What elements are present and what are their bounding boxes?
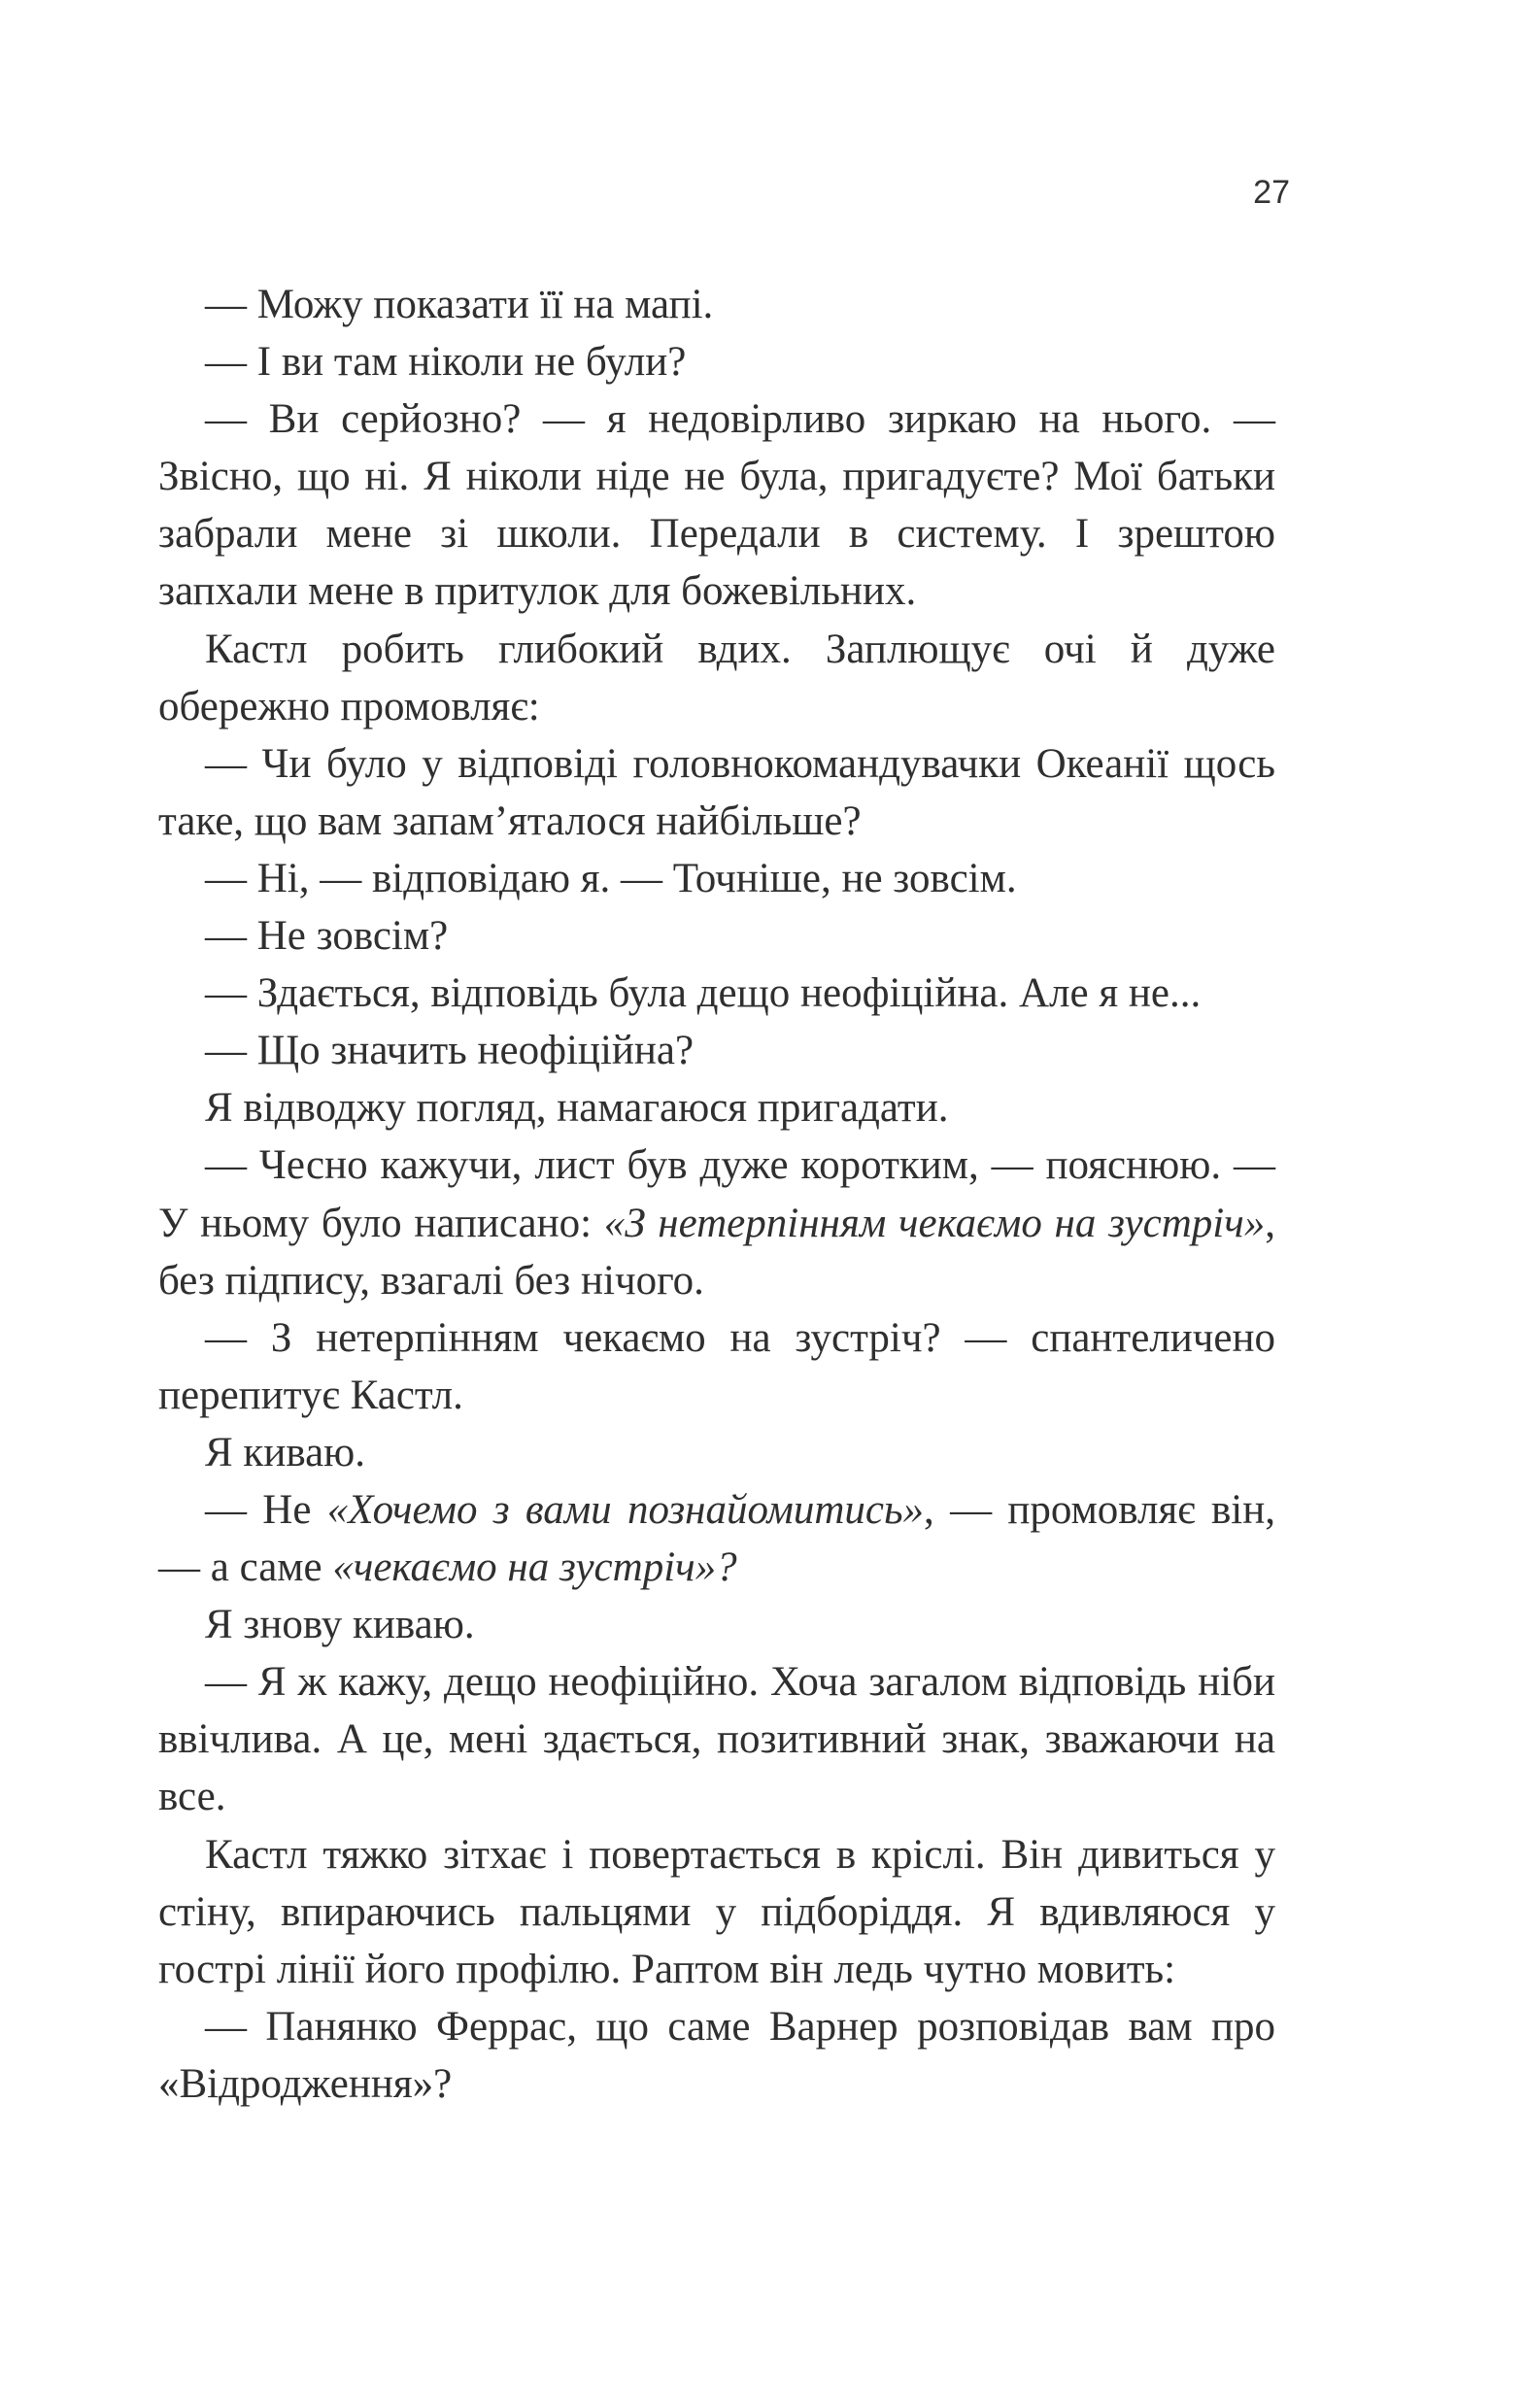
paragraph [158, 1998, 1275, 2113]
paragraph [158, 1481, 1275, 1596]
text-run: — Панянко Феррас, що саме Варнер розповідав вам про «Відродження»? [158, 2003, 1275, 2107]
text-run: Я відводжу погляд, намагаюся пригадати. [205, 1085, 949, 1132]
text-run: , без підпису, взагалі без нічого. [158, 1200, 1275, 1304]
text-run: — Здається, відповідь була дещо неофіційна. Але я не... [205, 970, 1202, 1017]
text-run: — Чи було у відповіді головнокомандувачки Океанії щось таке, що вам запам’яталося найбільше? [158, 740, 1275, 844]
text-run: — Ні, — відповідаю я. — Точніше, не зовсім. [205, 855, 1017, 901]
paragraph [158, 735, 1275, 850]
paragraph [158, 1826, 1275, 1998]
text-run: Кастл тяжко зітхає і повертається в кріслі. Він дивиться у стіну, впираючись пальцями у підборіддя. Я вдивляюся у гострі лінії його профілю. Раптом він ледь чутно мовить: [158, 1831, 1275, 1992]
paragraph [158, 1596, 1275, 1653]
body-text [158, 276, 1275, 2113]
paragraph [158, 390, 1275, 620]
text-run: — Чесно кажучи, лист був дуже коротким, — пояснюю. — У ньому було написано: [158, 1142, 1275, 1246]
paragraph [158, 965, 1275, 1022]
paragraph [158, 1424, 1275, 1481]
paragraph [158, 276, 1275, 333]
italic-quote: «З нетерпінням чекаємо на зустріч» [603, 1200, 1266, 1246]
paragraph [158, 333, 1275, 390]
italic-quote: «чекаємо на зустріч»? [332, 1544, 737, 1591]
page-number: 27 [1253, 174, 1290, 211]
text-run: — Не [205, 1486, 327, 1533]
text-run: — Не зовсім? [205, 913, 449, 960]
text-run: — І ви там ніколи не були? [205, 339, 687, 386]
text-run: , — промовляє він, — а саме [158, 1486, 1276, 1591]
paragraph [158, 621, 1275, 735]
text-run: — З нетерпінням чекаємо на зустріч? — спантеличено перепитує Кастл. [158, 1314, 1275, 1418]
paragraph [158, 1022, 1275, 1079]
paragraph [158, 1653, 1275, 1825]
text-run: Кастл робить глибокий вдих. Заплющує очі й дуже обережно промовляє: [158, 626, 1275, 729]
paragraph [158, 850, 1275, 907]
text-run: Я киваю. [205, 1429, 366, 1475]
text-run: — Ви серйозно? — я недовірливо зиркаю на нього. — Звісно, що ні. Я ніколи ніде не була, пригадуєте? Мої батьки забрали мене зі школи. Передали в систему. І зрештою запхали мене в притулок для божевільних. [158, 396, 1275, 615]
paragraph [158, 1309, 1275, 1424]
text-run: — Що значить неофіційна? [205, 1028, 695, 1074]
paragraph [158, 907, 1275, 965]
text-run: Я знову киваю. [205, 1602, 475, 1648]
text-run: — Я ж кажу, дещо неофіційно. Хоча загалом відповідь ніби ввічлива. А це, мені здається, позитивний знак, зважаючи на все. [158, 1659, 1275, 1820]
paragraph [158, 1079, 1275, 1136]
paragraph [158, 1136, 1275, 1308]
text-run: — Можу показати її на мапі. [205, 282, 714, 327]
italic-quote: «Хочемо з вами познайомитись» [326, 1486, 925, 1533]
